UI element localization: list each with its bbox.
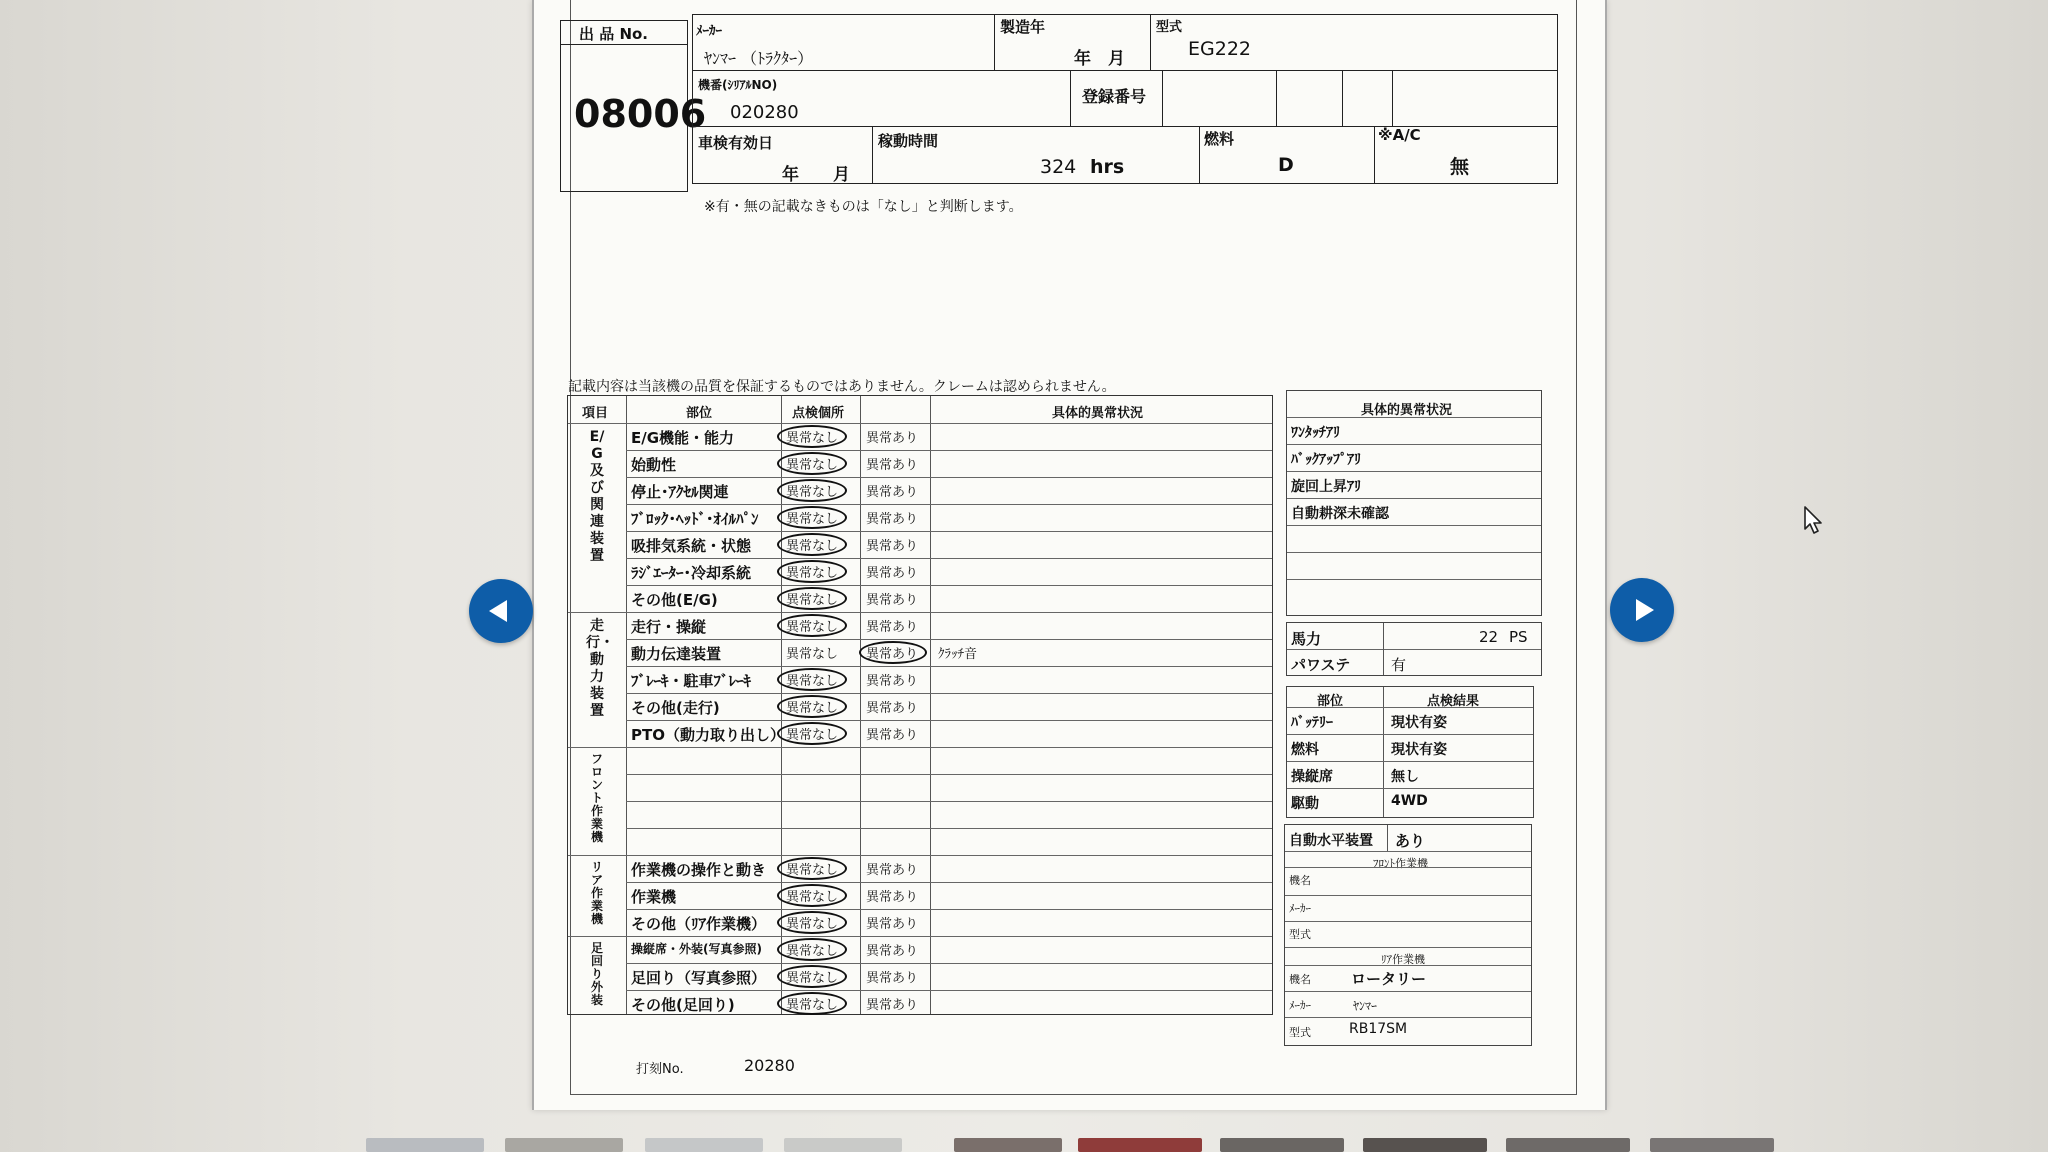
auto-level-label: 自動水平装置 [1289,833,1373,849]
table-row [626,882,1272,909]
selection-circle [777,587,847,610]
check-result: 現状有姿 [1391,742,1447,758]
thumbnail-strip [360,1138,1840,1152]
inspection-label: 車検有効日 [698,134,774,152]
selection-circle [777,506,847,529]
ng-option: 異常あり [866,971,919,986]
ok-option: 異常なし [786,674,839,689]
category-label: E/G及び関連装置 [589,429,605,564]
selection-circle [777,965,847,988]
table-row [626,558,1272,585]
selection-circle [777,884,847,907]
thumbnail[interactable] [784,1138,902,1152]
ac-label: ※A/C [1378,126,1421,144]
model-label: 型式 [1156,20,1183,35]
horsepower-label: 馬力 [1291,630,1322,648]
table-row [626,855,1272,882]
ok-option: 異常なし [786,728,839,743]
selection-circle [777,695,847,718]
row-part: 始動性 [631,456,677,474]
front-maker-label: ﾒｰｶｰ [1289,902,1311,915]
ng-option: 異常あり [866,458,919,473]
front-implement-header: ﾌﾛﾝﾄ作業機 [1373,857,1428,870]
detail-box [1286,390,1542,616]
table-row [626,909,1272,936]
ac-value: 無 [1450,156,1470,178]
inspection-table [567,395,1273,1015]
power-steering-value: 有 [1391,656,1407,674]
ng-option: 異常あり [866,647,919,662]
col-detail-header: 具体的異常状況 [1052,406,1144,421]
row-part: ﾌﾞﾚｰｷ・駐車ﾌﾞﾚｰｷ [631,672,752,690]
rear-maker-value: ﾔﾝﾏｰ [1353,999,1378,1013]
table-row [626,666,1272,693]
front-name-label: 機名 [1289,874,1311,887]
ok-option: 異常なし [786,863,839,878]
ok-option: 異常なし [786,431,839,446]
thumbnail[interactable] [1363,1138,1487,1152]
selection-circle [777,533,847,556]
rear-model-label: 型式 [1289,1026,1311,1039]
table-row [626,747,1272,774]
ok-option: 異常なし [786,998,839,1013]
serial-label: 機番(ｼﾘｱﾙNO) [698,78,778,92]
ng-option: 異常あり [866,998,919,1013]
ari-nashi-note: ※有・無の記載なきものは「なし」と判断します。 [704,199,1023,215]
table-row [626,423,1272,450]
row-part: ﾗｼﾞｴｰﾀｰ･冷却系統 [631,564,752,582]
check-result: 現状有姿 [1391,715,1447,731]
ng-option: 異常あり [866,620,919,635]
selection-circle [777,668,847,691]
ok-option: 異常なし [786,701,839,716]
table-row [626,585,1272,612]
year-value: 年 月 [1074,49,1125,69]
selection-circle [777,722,847,745]
thumbnail[interactable] [1650,1138,1774,1152]
chevron-right-icon [1636,599,1654,621]
table-row [626,990,1272,1017]
selection-circle [777,614,847,637]
category-label: フロント作業機 [590,752,603,844]
hours-label: 稼動時間 [878,132,939,150]
row-part: その他(足回り) [631,996,735,1014]
detail-box-header: 具体的異常状況 [1361,403,1453,418]
chevron-left-icon [489,600,507,622]
table-row [626,639,1272,666]
selection-circle [777,452,847,475]
check-part: 駆動 [1291,796,1319,812]
col-part-header: 部位 [686,406,713,421]
row-detail: ｸﾗｯﾁ音 [938,647,978,662]
table-row [626,828,1272,855]
table-row [626,801,1272,828]
detail-item: 旋回上昇ｱﾘ [1291,479,1361,495]
table-row [626,774,1272,801]
ng-option: 異常あり [866,566,919,581]
registration-label: 登録番号 [1082,87,1147,106]
lot-label: 出 品 No. [579,25,649,43]
maker-label: ﾒｰｶｰ [696,24,722,39]
row-part: E/G機能・能力 [631,429,735,447]
check-part: 操縦席 [1291,769,1333,785]
hours-unit: hrs [1090,156,1125,178]
specs-box [1286,622,1542,676]
rear-model-value: RB17SM [1349,1021,1408,1037]
ok-option: 異常なし [786,485,839,500]
ng-option: 異常あり [866,863,919,878]
thumbnail[interactable] [1078,1138,1202,1152]
ng-option: 異常あり [866,512,919,527]
row-part: 足回り（写真参照） [631,969,767,987]
rear-name-label: 機名 [1289,973,1311,986]
thumbnail[interactable] [645,1138,763,1152]
thumbnail[interactable] [366,1138,484,1152]
detail-item: 自動耕深未確認 [1291,506,1389,522]
power-steering-label: パワステ [1291,656,1351,674]
implements-box [1284,824,1532,1046]
check-part: 燃料 [1291,742,1319,758]
model-value: EG222 [1188,38,1251,60]
auto-level-value: あり [1395,832,1426,850]
check-col-result: 点検結果 [1427,694,1480,709]
horsepower-value: 22 [1479,628,1499,646]
check-part: ﾊﾞｯﾃﾘｰ [1291,715,1333,731]
ok-option: 異常なし [786,512,839,527]
fuel-label: 燃料 [1204,130,1235,148]
table-row [626,450,1272,477]
row-part: 停止･ｱｸｾﾙ関連 [631,483,729,501]
selection-circle [777,560,847,583]
col-item-header: 項目 [582,406,609,421]
row-part: 走行・操縦 [631,618,707,636]
horsepower-unit: PS [1509,628,1528,646]
ng-option: 異常あり [866,485,919,500]
check-col-part: 部位 [1317,694,1344,709]
ok-option: 異常なし [786,539,839,554]
selection-circle [859,641,927,664]
disclaimer: 記載内容は当該機の品質を保証するものではありません。クレームは認められません。 [568,379,1116,395]
thumbnail[interactable] [954,1138,1062,1152]
ng-option: 異常あり [866,539,919,554]
ok-option: 異常なし [786,458,839,473]
ok-option: 異常なし [786,593,839,608]
year-label: 製造年 [1000,18,1046,36]
maker-value: ﾔﾝﾏｰ （ﾄﾗｸﾀｰ） [704,49,814,68]
row-part: PTO（動力取り出し） [631,726,785,744]
selection-circle [777,938,847,961]
ok-option: 異常なし [786,647,839,662]
row-part: 作業機 [631,888,677,906]
inspection-value: 年 月 [782,165,850,185]
mouse-cursor-icon [1803,505,1825,535]
check-result: 4WD [1391,793,1428,809]
table-row [626,720,1272,747]
ok-option: 異常なし [786,620,839,635]
detail-item: ﾊﾞｯｸｱｯﾌﾟｱﾘ [1291,452,1361,468]
table-row [626,612,1272,639]
thumbnail[interactable] [1220,1138,1344,1152]
hours-value: 324 [1040,156,1077,178]
table-row [626,693,1272,720]
table-row [626,963,1272,990]
selection-circle [777,992,847,1015]
check-result: 無し [1391,769,1419,785]
ng-option: 異常あり [866,701,919,716]
col-check-header: 点検個所 [792,406,845,421]
ng-option: 異常あり [866,944,919,959]
ng-option: 異常あり [866,593,919,608]
check-results-box [1286,686,1534,818]
category-label: リア作業機 [590,860,603,926]
selection-circle [777,911,847,934]
ok-option: 異常なし [786,917,839,932]
ok-option: 異常なし [786,890,839,905]
row-part: 動力伝達装置 [631,645,722,663]
category-label: 足回り外装 [590,941,603,1007]
selection-circle [777,857,847,880]
selection-circle [777,479,847,502]
stamp-label: 打刻No. [636,1062,684,1077]
ng-option: 異常あり [866,917,919,932]
prev-page-button[interactable] [469,579,533,643]
thumbnail[interactable] [1506,1138,1630,1152]
ng-option: 異常あり [866,674,919,689]
ok-option: 異常なし [786,944,839,959]
ng-option: 異常あり [866,890,919,905]
table-row [626,504,1272,531]
rear-maker-label: ﾒｰｶｰ [1289,999,1311,1012]
serial-value: 020280 [730,102,799,123]
row-part: その他(走行) [631,699,720,717]
detail-item: ﾜﾝﾀｯﾁｱﾘ [1291,425,1340,441]
row-part: 操縦席・外装(写真参照) [631,942,762,956]
table-row [626,477,1272,504]
stamp-value: 20280 [744,1056,795,1075]
rear-name-value: ロータリー [1351,970,1427,988]
row-part: 吸排気系統・状態 [631,537,752,555]
ng-option: 異常あり [866,431,919,446]
category-label: 走行・動力装置 [586,618,614,719]
fuel-value: D [1278,154,1294,176]
next-page-button[interactable] [1610,578,1674,642]
thumbnail[interactable] [505,1138,623,1152]
table-row [626,531,1272,558]
row-part: ﾌﾞﾛｯｸ･ﾍｯﾄﾞ･ｵｲﾙﾊﾟﾝ [631,510,759,528]
row-part: 作業機の操作と動き [631,861,767,879]
row-part: その他(E/G) [631,591,718,609]
ok-option: 異常なし [786,566,839,581]
rear-implement-header: ﾘｱ作業機 [1381,953,1425,966]
selection-circle [777,425,847,448]
row-part: その他（ﾘｱ作業機） [631,915,767,933]
lot-number: 08006 [574,92,707,136]
ng-option: 異常あり [866,728,919,743]
front-model-label: 型式 [1289,928,1311,941]
ok-option: 異常なし [786,971,839,986]
table-row [626,936,1272,963]
